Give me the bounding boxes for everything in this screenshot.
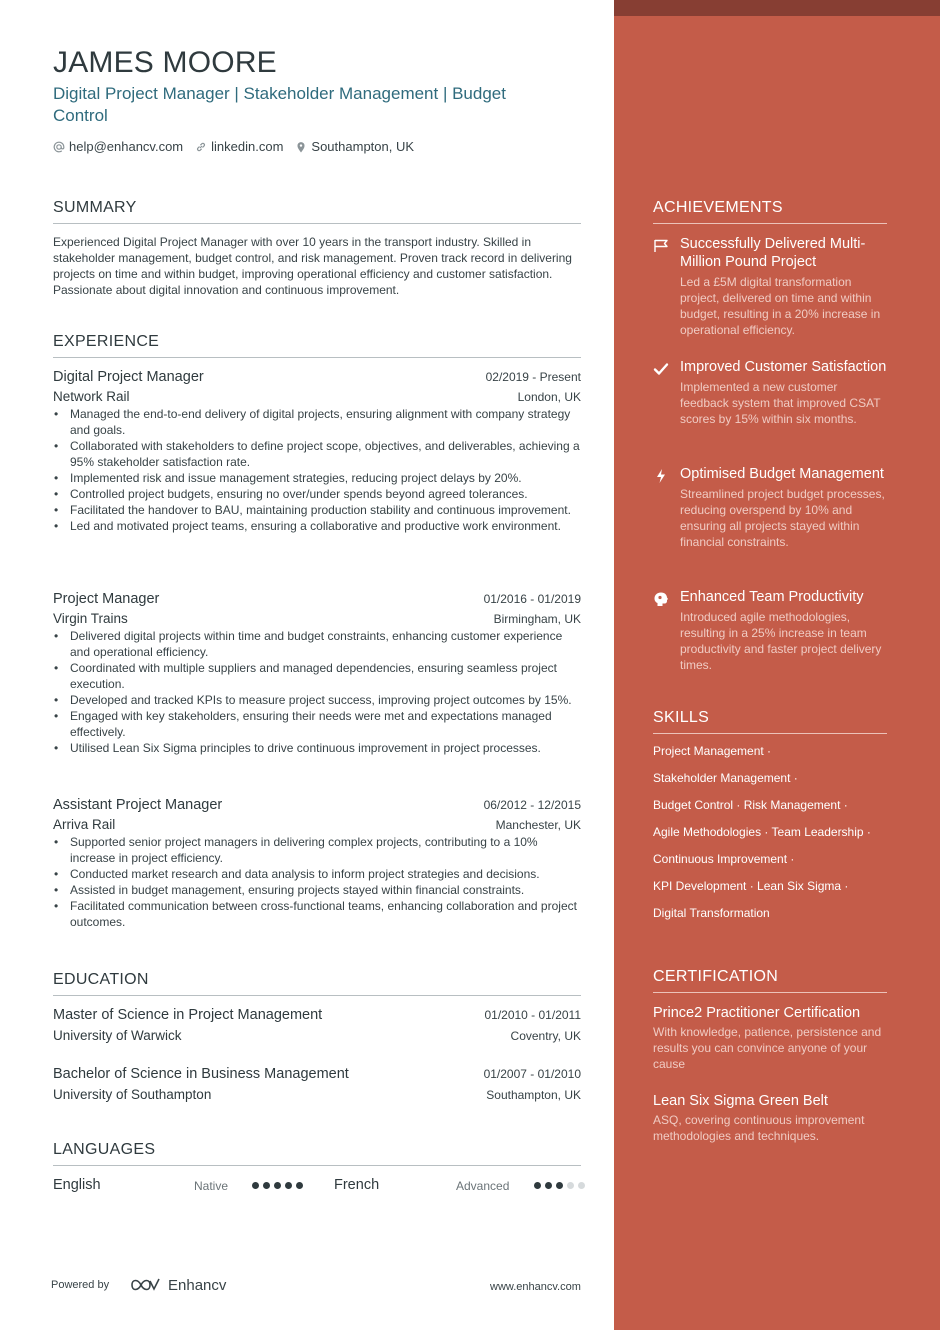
education-heading: EDUCATION [53,971,581,996]
summary-heading: SUMMARY [53,199,581,224]
bullet-item: • Managed the end-to-end delivery of digital projects, ensuring alignment with company strategy and goals. [53,406,581,438]
contact-bar [53,139,426,154]
enhancv-logo-icon [130,1276,162,1294]
language-level: Native [194,1179,229,1193]
brain-icon [653,591,669,607]
job-title: Digital Project Manager [53,369,204,385]
bullet-item: • Engaged with key stakeholders, ensuring their needs were met and expectations managed effectively. [53,708,581,740]
languages-row [53,1176,581,1196]
experience-entry [53,797,581,930]
rating-dot [274,1182,281,1189]
rating-dot [252,1182,259,1189]
school-name: University of Southampton [53,1087,212,1102]
experience-heading: EXPERIENCE [53,333,581,358]
bullet-item: • Implemented risk and issue management strategies, reducing project delays by 20%. [53,470,581,486]
rating-dot [285,1182,292,1189]
certification-desc: ASQ, covering continuous improvement methodologies and techniques. [653,1113,865,1143]
certification-title: Prince2 Practitioner Certification [653,1005,861,1021]
rating-dot [296,1182,303,1189]
language-rating-english [252,1182,307,1189]
education-date: 01/2010 - 01/2011 [484,1008,581,1022]
rating-dot [263,1182,270,1189]
job-date: 02/2019 - Present [485,370,581,384]
job-bullets [53,834,581,930]
job-title: Assistant Project Manager [53,797,223,813]
education-date: 01/2007 - 01/2010 [483,1067,581,1081]
contact-linkedin[interactable] [195,139,283,154]
at-icon [53,141,65,153]
achievement-desc: Streamlined project budget processes, reducing overspend by 10% and ensuring all projects stayed within financial constraints. [680,487,885,549]
company-name: Network Rail [53,389,130,404]
bullet-item: • Utilised Lean Six Sigma principles to drive continuous improvement in project processes. [53,740,581,756]
certification-title: Lean Six Sigma Green Belt [653,1093,828,1109]
education-location: Southampton, UK [486,1088,581,1102]
checkmark-icon [653,361,669,377]
language-name: English [53,1177,101,1193]
certification-desc: With knowledge, patience, persistence and results you can convince anyone of your cause [653,1025,882,1071]
job-location: Manchester, UK [495,818,581,832]
flag-icon [653,238,669,254]
certification-item [653,1004,887,1072]
achievement-desc: Led a £5M digital transformation project, delivered on time and within budget, resulting in a 20% increase in operational efficiency. [680,275,881,337]
skill-line: KPI Development · Lean Six Sigma · [653,879,849,893]
bullet-item: • Assisted in budget management, ensuring projects stayed within financial constraints. [53,882,581,898]
achievement-item [653,235,887,338]
achievement-item [653,358,887,427]
bullet-item: • Facilitated the handover to BAU, maintaining production stability and continuous improvement. [53,502,581,518]
location-pin-icon [295,141,307,153]
experience-entry [53,369,581,534]
education-location: Coventry, UK [510,1029,581,1043]
bullet-item: • Facilitated communication between cross-functional teams, enhancing collaboration and project outcomes. [53,898,581,930]
education-entry [53,1066,581,1102]
linkedin-text: linkedin.com [211,139,284,154]
skill-line: Budget Control · Risk Management · [653,798,848,812]
achievement-title: Successfully Delivered Multi-Million Pound Project [680,236,866,270]
footer-url[interactable]: www.enhancv.com [490,1281,581,1293]
bullet-item: • Controlled project budgets, ensuring no over/under spends beyond agreed tolerances. [53,486,581,502]
skill-line: Digital Transformation [653,906,770,920]
job-date: 01/2016 - 01/2019 [483,592,581,606]
sidebar [614,0,940,1330]
summary-text: Experienced Digital Project Manager with over 10 years in the transport industry. Skilled in stakeholder management, budget control, and risk management. Proven track record in delivering projects on time and within budget, improving operational efficiency and customer satisfaction. Passionate about digital innovation and continuous improvement. [53,235,572,297]
certification-heading: CERTIFICATION [653,968,887,993]
company-name: Virgin Trains [53,611,128,626]
achievement-title: Enhanced Team Productivity [680,589,864,605]
achievement-item [653,588,887,673]
bullet-item: • Delivered digital projects within time and budget constraints, enhancing customer experience and operational efficiency. [53,628,581,660]
bullet-item: • Developed and tracked KPIs to measure project success, improving project outcomes by 15%. [53,692,581,708]
skill-line: Agile Methodologies · Team Leadership · [653,825,871,839]
job-bullets [53,406,581,534]
language-name: French [334,1177,380,1193]
contact-email[interactable] [53,139,183,154]
achievement-desc: Introduced agile methodologies, resulting in a 25% increase in team productivity and faster project delivery times. [680,610,882,672]
bullet-item: • Led and motivated project teams, ensuring a collaborative and productive work environment. [53,518,581,534]
contact-location [295,139,414,154]
skill-line: Continuous Improvement · [653,852,795,866]
location-text: Southampton, UK [311,139,415,154]
sidebar-top-bar [614,0,940,16]
bullet-item: • Collaborated with stakeholders to define project scope, objectives, and deliverables, achieving a 95% stakeholder satisfaction rate. [53,438,581,470]
rating-dot [534,1182,541,1189]
candidate-name: JAMES MOORE [53,46,277,79]
job-location: London, UK [517,390,581,404]
bullet-item: • Conducted market research and data analysis to inform project strategies and decisions. [53,866,581,882]
job-date: 06/2012 - 12/2015 [483,798,581,812]
achievements-heading: ACHIEVEMENTS [653,199,887,224]
bullet-item: • Supported senior project managers in delivering complex projects, contributing to a 10% increase in project efficiency. [53,834,581,866]
education-entry [53,1007,581,1043]
achievement-desc: Implemented a new customer feedback system that improved CSAT scores by 15% within six months. [680,380,881,426]
achievement-title: Optimised Budget Management [680,466,884,482]
school-name: University of Warwick [53,1028,182,1043]
achievement-title: Improved Customer Satisfaction [680,359,887,375]
candidate-title: Digital Project Manager | Stakeholder Management | Budget Control [53,84,506,125]
company-name: Arriva Rail [53,817,116,832]
languages-heading: LANGUAGES [53,1141,581,1166]
link-icon [195,141,207,153]
bullet-item: • Coordinated with multiple suppliers and managed dependencies, ensuring seamless project execution. [53,660,581,692]
enhancv-logo[interactable] [130,1276,226,1294]
job-title: Project Manager [53,591,160,607]
skill-line: Stakeholder Management · [653,771,798,785]
certification-item [653,1092,887,1144]
language-rating-french [534,1182,589,1189]
skill-line: Project Management · [653,744,772,758]
degree-title: Bachelor of Science in Business Management [53,1066,349,1082]
powered-by-text: Powered by [51,1279,110,1291]
job-bullets [53,628,581,756]
job-location: Birmingham, UK [493,612,581,626]
rating-dot [578,1182,585,1189]
experience-entry [53,591,581,756]
achievement-item [653,465,887,550]
skills-heading: SKILLS [653,709,887,734]
email-text: help@enhancv.com [69,139,184,154]
language-level: Advanced [456,1179,510,1193]
degree-title: Master of Science in Project Management [53,1007,323,1023]
rating-dot [556,1182,563,1189]
rating-dot [545,1182,552,1189]
lightning-icon [653,468,669,484]
logo-text: Enhancv [168,1276,227,1294]
rating-dot [567,1182,574,1189]
